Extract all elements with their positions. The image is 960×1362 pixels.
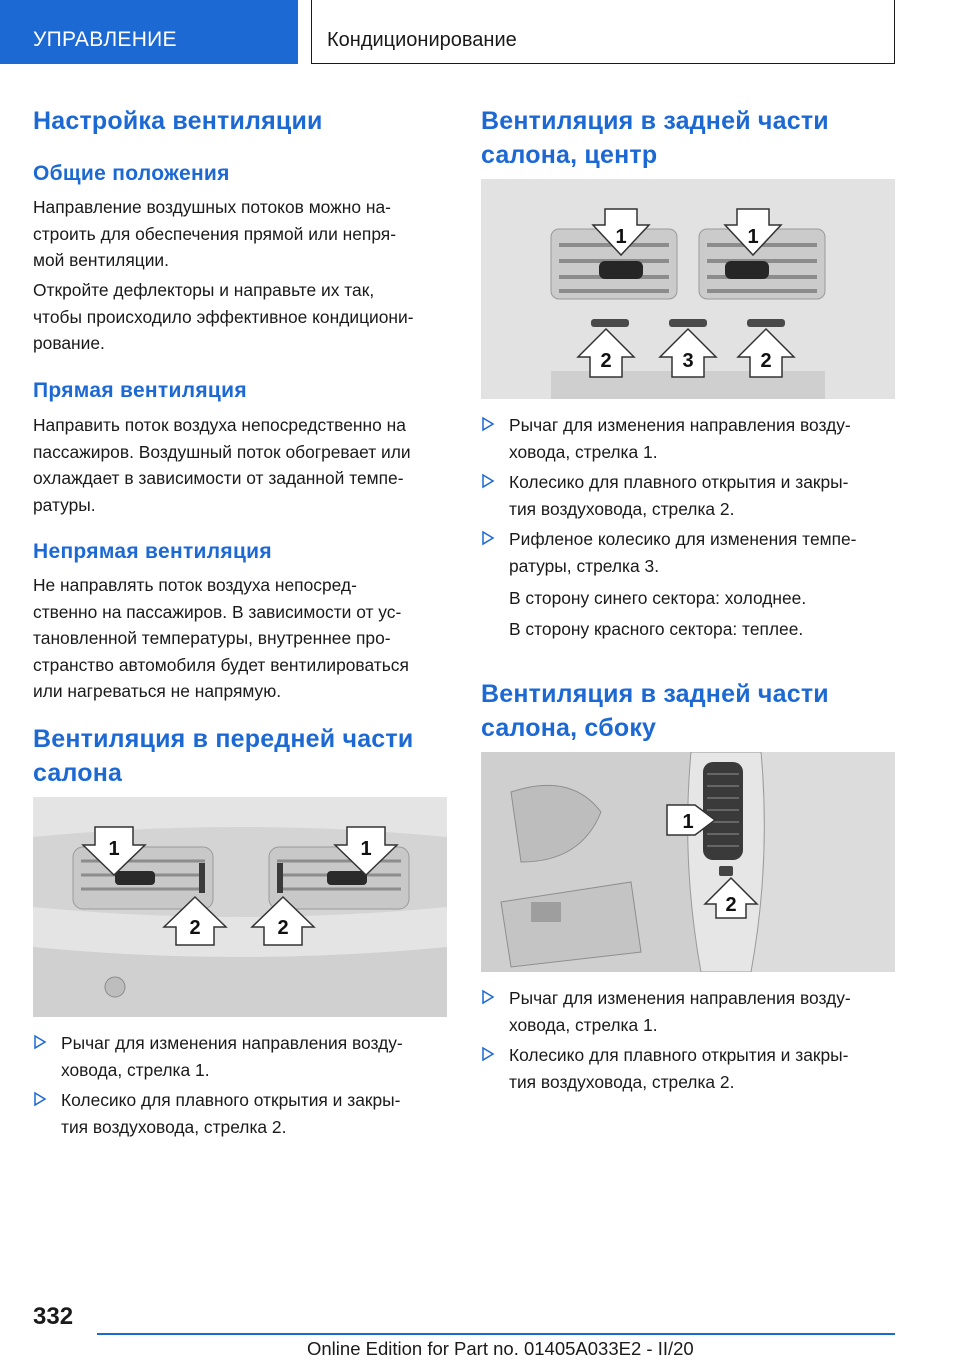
chapter-tab xyxy=(311,0,895,64)
list-item-text: Рычаг для изменения направления возду- ховода, стрелка 1. xyxy=(509,415,851,462)
footer-edition: Online Edition for Part no. 01405A033E2 - II/20 xyxy=(307,1338,694,1359)
heading-direct: Прямая вентиляция xyxy=(33,379,247,402)
heading-indirect: Непрямая вентиляция xyxy=(33,540,272,563)
note-warm: В сторону красного сектора: теплее. xyxy=(509,619,804,639)
bullet-triangle-icon xyxy=(481,530,495,546)
label-arrow-2: 2 xyxy=(725,894,737,916)
heading-rear-side: Вентиляция в задней части салона, сбоку xyxy=(481,680,829,742)
label-arrow-3: 3 xyxy=(682,350,694,372)
page-number: 332 xyxy=(33,1303,74,1330)
list-item-text: Рычаг для изменения направления возду- ховода, стрелка 1. xyxy=(509,988,851,1035)
rear-side-vents-image xyxy=(481,752,895,972)
label-arrow-1a: 1 xyxy=(108,838,120,860)
list-item xyxy=(481,469,895,529)
list-item-text: Колесико для плавного открытия и закры- тия воздуховода, стрелка 2. xyxy=(509,472,849,519)
list-item xyxy=(481,1042,895,1102)
label-arrow-1a: 1 xyxy=(615,226,627,248)
footer-divider xyxy=(97,1333,895,1335)
label-arrow-2b: 2 xyxy=(277,917,289,939)
bullet-triangle-icon xyxy=(481,1046,495,1062)
note-cold: В сторону синего сектора: холоднее. xyxy=(509,588,807,608)
list-item-text: Рифленое колесико для изменения темпе- ратуры, стрелка 3. xyxy=(509,529,857,576)
list-item xyxy=(33,1030,447,1090)
bullet-triangle-icon xyxy=(481,416,495,432)
paragraph-direct: Направить поток воздуха непосредственно на пассажиров. Воздушный поток обогревает или охлаждает в зависимости от заданной темпе- ратуры. xyxy=(33,415,411,515)
section-label: УПРАВЛЕНИЕ xyxy=(33,28,177,51)
list-item-text: Рычаг для изменения направления возду- ховода, стрелка 1. xyxy=(61,1033,403,1080)
list-item xyxy=(481,526,895,586)
title-ventilation-setup: Настройка вентиляции xyxy=(33,107,323,135)
paragraph-general-1: Направление воздушных потоков можно на- строить для обеспечения прямой или непря- мой вентиляции. xyxy=(33,197,397,270)
list-item-text: Колесико для плавного открытия и закры- тия воздуховода, стрелка 2. xyxy=(509,1045,849,1092)
bullet-triangle-icon xyxy=(33,1034,47,1050)
bullet-triangle-icon xyxy=(481,989,495,1005)
label-arrow-1b: 1 xyxy=(360,838,372,860)
list-item xyxy=(481,985,895,1045)
rear-center-vents-image xyxy=(481,179,895,399)
label-arrow-1b: 1 xyxy=(747,226,759,248)
heading-general: Общие положения xyxy=(33,162,230,185)
paragraph-general-2: Откройте дефлекторы и направьте их так, чтобы происходило эффективное кондициони- рование. xyxy=(33,280,414,353)
heading-front-vents: Вентиляция в передней части салона xyxy=(33,725,414,787)
label-arrow-2a: 2 xyxy=(189,917,201,939)
front-vents-image xyxy=(33,797,447,1017)
paragraph-indirect: Не направлять поток воздуха непосред- ственно на пассажиров. В зависимости от ус- тановленной температуры, внутреннее про- странство автомобиля будет вентилироваться или нагреваться не напрямую. xyxy=(33,575,409,701)
bullet-triangle-icon xyxy=(33,1091,47,1107)
list-item-text: Колесико для плавного открытия и закры- тия воздуховода, стрелка 2. xyxy=(61,1090,401,1137)
label-arrow-2b: 2 xyxy=(760,350,772,372)
bullet-triangle-icon xyxy=(481,473,495,489)
section-tab xyxy=(0,0,298,64)
label-arrow-1: 1 xyxy=(682,811,694,833)
list-item xyxy=(481,412,895,472)
list-item xyxy=(33,1087,447,1147)
chapter-label: Кондиционирование xyxy=(327,29,517,51)
heading-rear-center: Вентиляция в задней части салона, центр xyxy=(481,107,829,169)
label-arrow-2a: 2 xyxy=(600,350,612,372)
